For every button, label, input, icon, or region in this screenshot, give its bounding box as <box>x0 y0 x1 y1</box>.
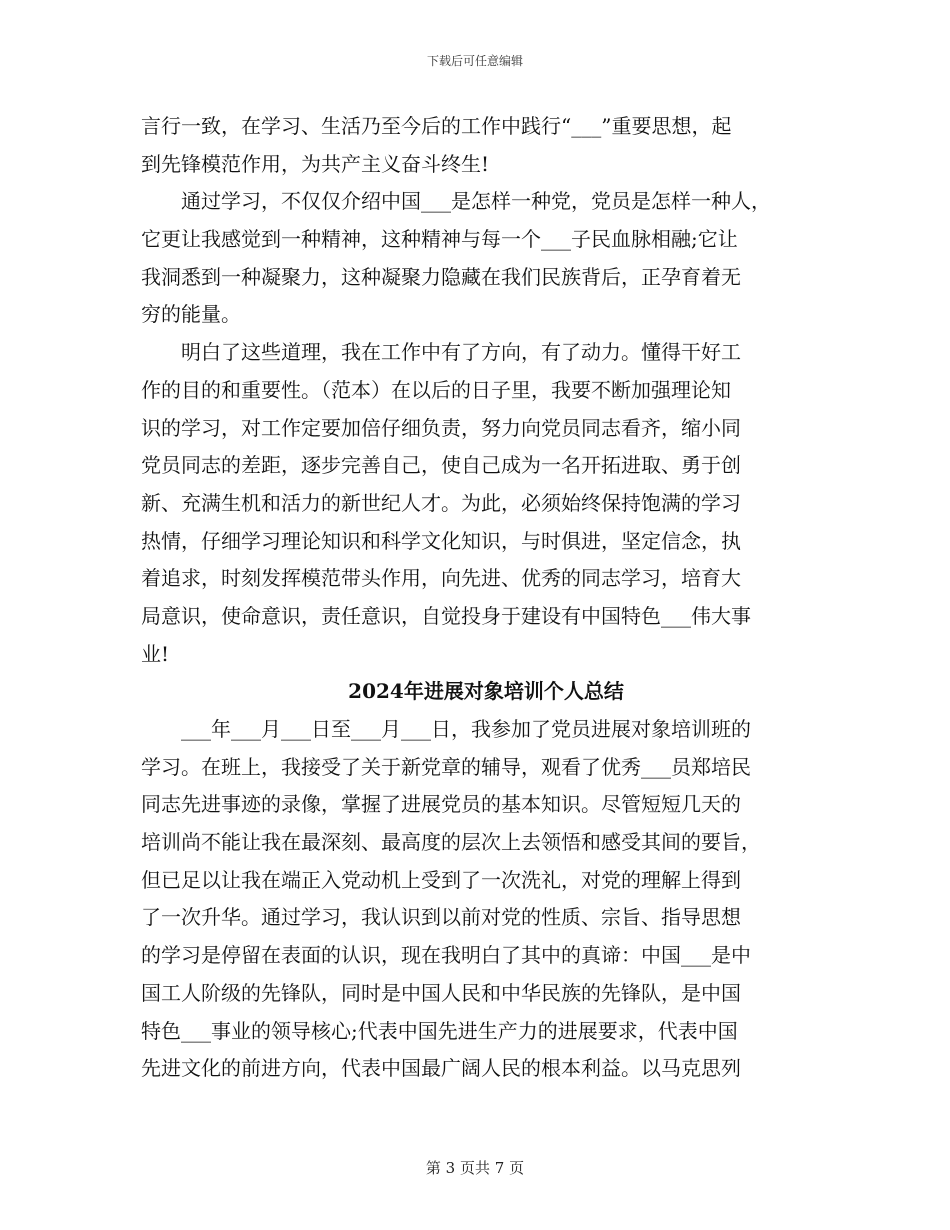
text-line: 了一次升华。通过学习，我认识到以前对党的性质、宗旨、指导思想 <box>141 905 741 930</box>
text-line: 的学习是停留在表面的认识，现在我明白了其中的真谛：中国___是中 <box>141 943 751 968</box>
text-line: 明白了这些道理，我在工作中有了方向，有了动力。懂得干好工 <box>141 340 741 365</box>
text-line: 党员同志的差距，逐步完善自己，使自己成为一名开拓进取、勇于创 <box>141 453 741 478</box>
text-line: 我洞悉到一种凝聚力，这种凝聚力隐藏在我们民族背后，正孕育着无 <box>141 264 741 289</box>
text-line: 但已足以让我在端正入党动机上受到了一次洗礼，对党的理解上得到 <box>141 867 741 892</box>
text-line: 同志先进事迹的录像，掌握了进展党员的基本知识。尽管短短几天的 <box>141 792 741 817</box>
document-body <box>141 108 821 1088</box>
page-header: 下载后可任意编辑 <box>426 54 523 68</box>
text-line: 作的目的和重要性。（范本）在以后的日子里，我要不断加强理论知 <box>141 377 731 402</box>
text-line: 热情，仔细学习理论知识和科学文化知识，与时俱进，坚定信念，执 <box>141 528 741 553</box>
text-line: 新、充满生机和活力的新世纪人才。为此，必须始终保持饱满的学习 <box>141 490 741 515</box>
text-line: 业! <box>141 641 170 666</box>
text-line: ___年___月___日至___月___日，我参加了党员进展对象培训班的 <box>141 717 751 741</box>
text-line: 培训尚不能让我在最深刻、最高度的层次上去领悟和感受其间的要旨， <box>141 830 761 855</box>
text-line: 识的学习，对工作定要加倍仔细负责，努力向党员同志看齐，缩小同 <box>141 415 741 440</box>
section-title: 2024年进展对象培训个人总结 <box>348 679 624 704</box>
text-line: 通过学习，不仅仅介绍中国___是怎样一种党，党员是怎样一种人， <box>141 189 771 214</box>
text-line: 学习。在班上，我接受了关于新党章的辅导，观看了优秀___员郑培民 <box>141 754 751 779</box>
text-line: 着追求，时刻发挥模范带头作用，向先进、优秀的同志学习，培育大 <box>141 566 741 591</box>
text-line: 特色___事业的领导核心;代表中国先进生产力的进展要求，代表中国 <box>141 1018 738 1043</box>
text-line: 国工人阶级的先锋队，同时是中国人民和中华民族的先锋队，是中国 <box>141 980 741 1005</box>
text-line: 它更让我感觉到一种精神，这种精神与每一个___子民血脉相融;它让 <box>141 227 738 252</box>
page-footer: 第 3 页共 7 页 <box>425 1159 525 1177</box>
text-line: 局意识，使命意识，责任意识，自觉投身于建设有中国特色___伟大事 <box>141 603 751 628</box>
text-line: 言行一致，在学习、生活乃至今后的工作中践行“___”重要思想，起 <box>141 114 732 138</box>
text-line: 穷的能量。 <box>141 302 241 327</box>
text-line: 到先锋模范作用，为共产主义奋斗终生! <box>141 151 490 176</box>
text-line: 先进文化的前进方向，代表中国最广阔人民的根本利益。以马克思列 <box>141 1056 741 1081</box>
